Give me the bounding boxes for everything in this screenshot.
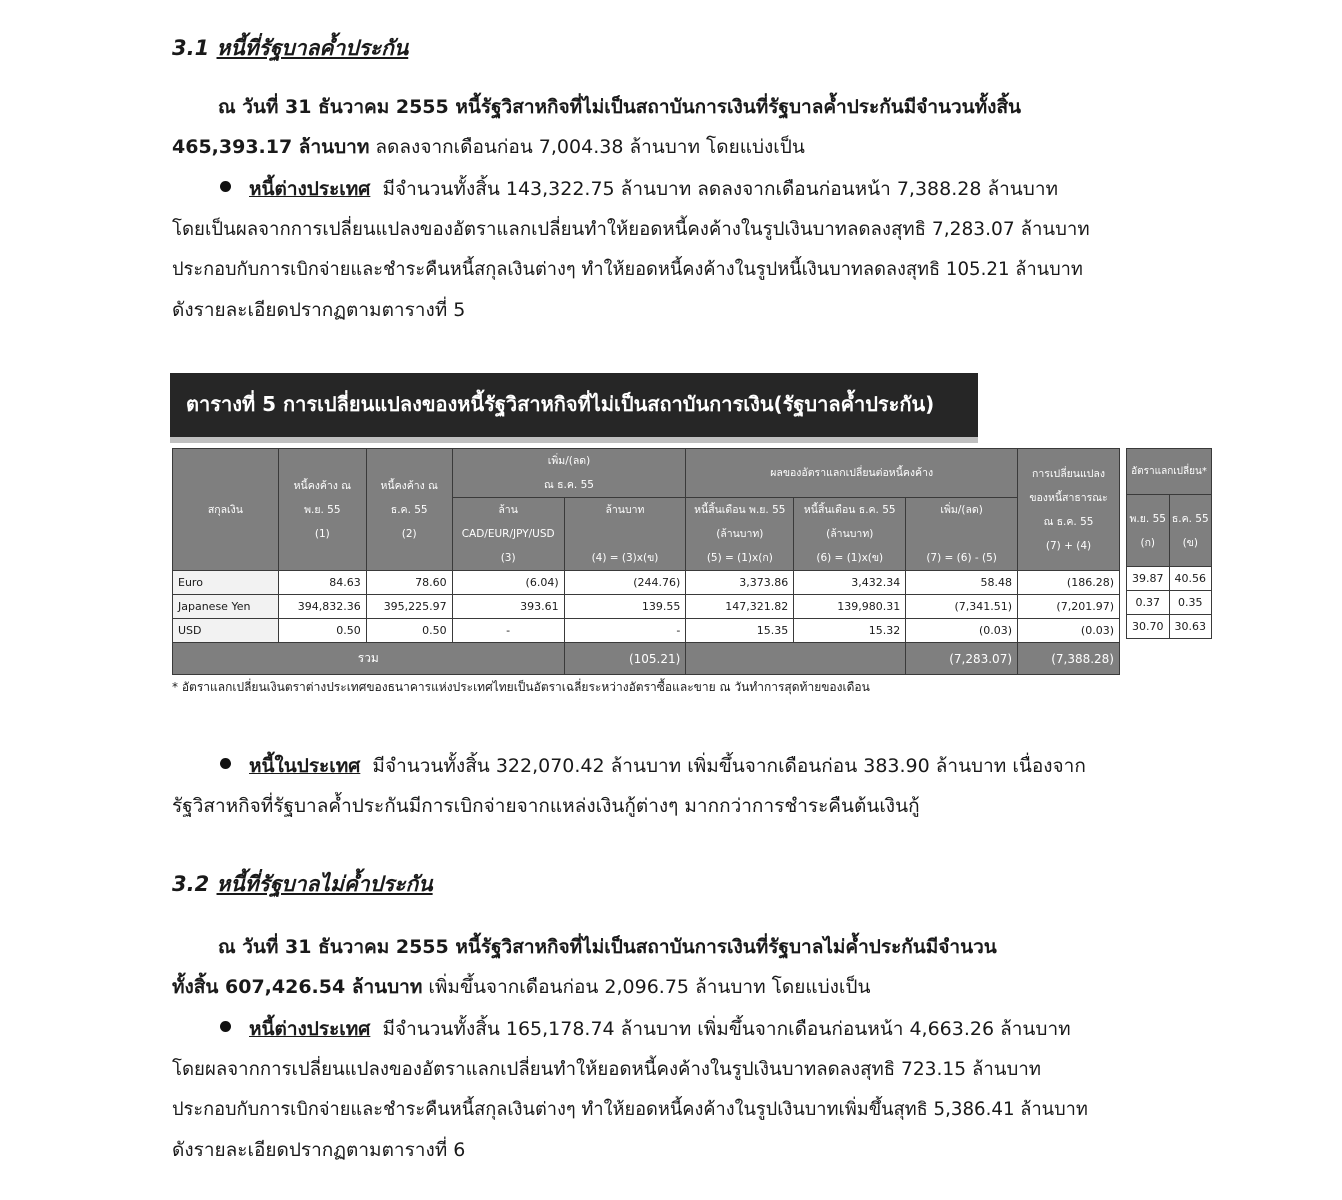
exchange-rate-table — [1126, 448, 1212, 639]
section-title: หนี้ที่รัฐบาลค้ำประกัน — [216, 36, 409, 60]
bullet-foreign-debt — [220, 175, 1058, 203]
bullet-icon — [220, 181, 231, 192]
total-amount: ทั้งสิ้น 607,426.54 ล้านบาท — [172, 976, 423, 998]
section-heading-3-1 — [172, 34, 408, 62]
table-row: Euro 84.63 78.60 (6.04) (244.76) 3,373.86 3,432.34 58.48 (186.28) — [173, 571, 1120, 595]
bullet-label: หนี้ต่างประเทศ — [249, 1018, 371, 1040]
section-title: หนี้ที่รัฐบาลไม่ค้ำประกัน — [216, 872, 433, 896]
section-number: 3.1 — [172, 36, 210, 60]
header-dec-outstanding: หนี้คงค้าง ณ ธ.ค. 55 (2) — [366, 449, 452, 571]
table-row: 30.70 30.63 — [1127, 615, 1212, 639]
paragraph-line — [172, 973, 870, 1001]
paragraph-line: ดังรายละเอียดปรากฏตามตารางที่ 5 — [172, 299, 466, 321]
paragraph-line: รัฐวิสาหกิจที่รัฐบาลค้ำประกันมีการเบิกจ่ายจากแหล่งเงินกู้ต่างๆ มากกว่าการชำระคืนต้นเงินกู้ — [172, 795, 920, 817]
paragraph-line: ณ วันที่ 31 ธันวาคม 2555 หนี้รัฐวิสาหกิจที่ไม่เป็นสถาบันการเงินที่รัฐบาลค้ำประกันมีจำนวนทั้งสิ้น — [218, 96, 1022, 118]
table-row: 0.37 0.35 — [1127, 591, 1212, 615]
paragraph-line: โดยเป็นผลจากการเปลี่ยนแปลงของอัตราแลกเปลี่ยนทำให้ยอดหนี้คงค้างในรูปเงินบาทลดลงสุทธิ 7,283.07 ล้านบาท — [172, 219, 1090, 240]
total-c8: (7,388.28) — [1018, 643, 1120, 675]
table-row: Japanese Yen 394,832.36 395,225.97 393.61 139.55 147,321.82 139,980.31 (7,341.51) (7,201.97) — [173, 595, 1120, 619]
header-public-debt-change: การเปลี่ยนแปลง ของหนี้สาธารณะ ณ ธ.ค. 55 (7) + (4) — [1018, 449, 1120, 571]
section-number: 3.2 — [172, 872, 210, 896]
header-exchange-rate: อัตราแลกเปลี่ยน* — [1127, 449, 1212, 495]
bullet-icon — [220, 1021, 231, 1032]
total-label: รวม — [173, 643, 565, 675]
paragraph-line: โดยผลจากการเปลี่ยนแปลงของอัตราแลกเปลี่ยนทำให้ยอดหนี้คงค้างในรูปเงินบาทลดลงสุทธิ 723.15 ล้านบาท — [172, 1059, 1042, 1080]
bullet-label: หนี้ต่างประเทศ — [249, 178, 371, 200]
table-total-row — [173, 643, 1120, 675]
table-row: 39.87 40.56 — [1127, 567, 1212, 591]
total-c7: (7,283.07) — [906, 643, 1018, 675]
bullet-text: มีจำนวนทั้งสิ้น 322,070.42 ล้านบาท เพิ่มขึ้นจากเดือนก่อน 383.90 ล้านบาท เนื่องจาก — [372, 755, 1086, 777]
section-heading-3-2 — [172, 870, 433, 898]
header-million-baht: ล้านบาท (4) = (3)x(ข) — [564, 498, 686, 571]
header-fx-effect: ผลของอัตราแลกเปลี่ยนต่อหนี้คงค้าง — [686, 449, 1018, 498]
table-footnote: * อัตราแลกเปลี่ยนเงินตราต่างประเทศของธนาคารแห่งประเทศไทยเป็นอัตราเฉลี่ยระหว่างอัตราซื้อและขาย ณ วันทำการสุดท้ายของเดือน — [172, 680, 870, 694]
header-currency: สกุลเงิน — [173, 449, 279, 571]
header-incdec-7: เพิ่ม/(ลด) (7) = (6) - (5) — [906, 498, 1018, 571]
paragraph-text: ลดลงจากเดือนก่อน 7,004.38 ล้านบาท โดยแบ่งเป็น — [369, 136, 805, 158]
total-amount: 465,393.17 ล้านบาท — [172, 136, 370, 158]
bullet-domestic-debt — [220, 752, 1086, 780]
paragraph-line: ณ วันที่ 31 ธันวาคม 2555 หนี้รัฐวิสาหกิจที่ไม่เป็นสถาบันการเงินที่รัฐบาลไม่ค้ำประกันมีจำนวน — [218, 936, 997, 958]
header-increase-decrease: เพิ่ม/(ลด) ณ ธ.ค. 55 — [452, 449, 686, 498]
paragraph-line: ประกอบกับการเบิกจ่ายและชำระคืนหนี้สกุลเงินต่างๆ ทำให้ยอดหนี้คงค้างในรูปหนี้เงินบาทลดลงสุทธิ 105.21 ล้านบาท — [172, 259, 1083, 280]
bullet-icon — [220, 758, 231, 769]
bullet-label: หนี้ในประเทศ — [249, 755, 361, 777]
debt-change-table — [172, 448, 1120, 675]
paragraph-line: ประกอบกับการเบิกจ่ายและชำระคืนหนี้สกุลเงินต่างๆ ทำให้ยอดหนี้คงค้างในรูปเงินบาทเพิ่มขึ้นสุทธิ 5,386.41 ล้านบาท — [172, 1099, 1088, 1120]
header-end-dec: หนี้สิ้นเดือน ธ.ค. 55 (ล้านบาท) (6) = (1)x(ข) — [794, 498, 906, 571]
paragraph-line: ดังรายละเอียดปรากฏตามตารางที่ 6 — [172, 1139, 466, 1161]
table-title: ตารางที่ 5 การเปลี่ยนแปลงของหนี้รัฐวิสาหกิจที่ไม่เป็นสถาบันการเงิน(รัฐบาลค้ำประกัน) — [170, 373, 978, 443]
paragraph-line — [172, 133, 805, 161]
header-nov-outstanding: หนี้คงค้าง ณ พ.ย. 55 (1) — [278, 449, 366, 571]
bullet-foreign-debt — [220, 1015, 1071, 1043]
paragraph-text: เพิ่มขึ้นจากเดือนก่อน 2,096.75 ล้านบาท โดยแบ่งเป็น — [422, 976, 871, 998]
header-rate-dec: ธ.ค. 55 (ข) — [1169, 495, 1212, 567]
header-rate-nov: พ.ย. 55 (ก) — [1127, 495, 1170, 567]
table-row: USD 0.50 0.50 - - 15.35 15.32 (0.03) (0.03) — [173, 619, 1120, 643]
bullet-text: มีจำนวนทั้งสิ้น 143,322.75 ล้านบาท ลดลงจากเดือนก่อนหน้า 7,388.28 ล้านบาท — [382, 178, 1059, 200]
total-c4: (105.21) — [564, 643, 686, 675]
bullet-text: มีจำนวนทั้งสิ้น 165,178.74 ล้านบาท เพิ่มขึ้นจากเดือนก่อนหน้า 4,663.26 ล้านบาท — [382, 1018, 1071, 1040]
header-million-foreign: ล้าน CAD/EUR/JPY/USD (3) — [452, 498, 564, 571]
header-end-nov: หนี้สิ้นเดือน พ.ย. 55 (ล้านบาท) (5) = (1)x(ก) — [686, 498, 794, 571]
